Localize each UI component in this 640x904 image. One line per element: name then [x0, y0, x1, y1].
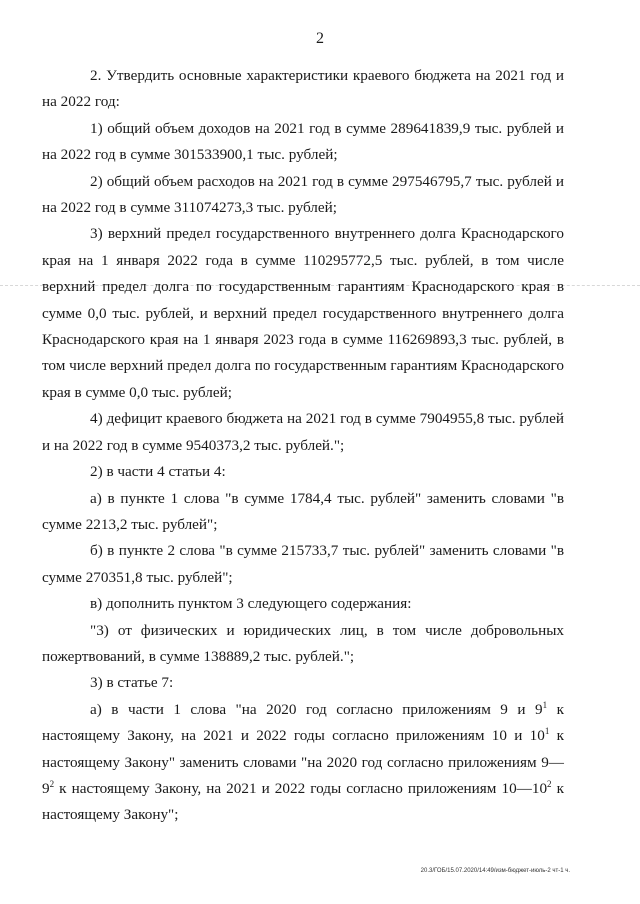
paragraph-new-point-3: "3) от физических и юридических лиц, в том числе добровольных пожертвований, в сумме 138889,2 тыс. рублей."; [42, 621, 564, 665]
paragraph-item-v: в) дополнить пунктом 3 следующего содержания: [90, 595, 412, 613]
superscript: 2 [49, 778, 55, 789]
paragraph-deficit: 4) дефицит краевого бюджета на 2021 год в сумме 7904955,8 тыс. рублей и на 2022 год в сумме 9540373,2 тыс. рублей."; [42, 410, 564, 454]
document-body [42, 63, 564, 829]
superscript: 1 [542, 699, 548, 710]
text-segment: к настоящему Закону" заменить словами "на 2020 год согласно приложениям 9—9 [42, 727, 564, 797]
text-segment: к настоящему Закону"; [42, 779, 564, 824]
text-segment: а) в части 1 слова "на 2020 год согласно приложениям 9 и 9 [90, 700, 543, 718]
paragraph-approve-characteristics: 2. Утвердить основные характеристики краевого бюджета на 2021 год и на 2022 год: [42, 67, 564, 111]
superscript: 2 [547, 778, 552, 789]
paragraph-item-a: а) в пункте 1 слова "в сумме 1784,4 тыс. рублей" заменить словами "в сумме 2213,2 тыс. рублей"; [42, 489, 564, 533]
page-number: 2 [316, 30, 324, 47]
paragraph-article-4: 2) в части 4 статьи 4: [90, 463, 226, 481]
paragraph-revenue: 1) общий объем доходов на 2021 год в сумме 289641839,9 тыс. рублей и на 2022 год в сумме 301533900,1 тыс. рублей; [42, 119, 564, 164]
superscript: 1 [544, 726, 550, 737]
paragraph-article-7-item-a [42, 697, 564, 829]
document-footer-id: 20.3/ГОБ/15.07.2020/14:49/изм-бюджет-июль-2 чт-1 ч. [420, 868, 570, 874]
paragraph-expenditure: 2) общий объем расходов на 2021 год в сумме 297546795,7 тыс. рублей и на 2022 год в сумме 311074273,3 тыс. рублей; [42, 172, 564, 217]
text-segment: к настоящему Закону, на 2021 и 2022 годы согласно приложениям 10—10 [54, 779, 548, 797]
text-segment: к настоящему Закону, на 2021 и 2022 годы согласно приложениям 10 и 10 [42, 700, 564, 745]
paragraph-item-b: б) в пункте 2 слова "в сумме 215733,7 тыс. рублей" заменить словами "в сумме 270351,8 тыс. рублей"; [42, 542, 564, 586]
paragraph-article-7: 3) в статье 7: [90, 674, 174, 692]
paragraph-debt-limit: 3) верхний предел государственного внутреннего долга Краснодарского края на 1 января 2022 года в сумме 110295772,5 тыс. рублей, в том числе верхний предел долга по государственным гарантиям Краснодарского края в сумме 0,0 тыс. рублей, и верхний предел государственного внутреннего долга Краснодарского края на 1 января 2023 года в сумме 116269893,3 тыс. рублей, в том числе верхний предел долга по государственным гарантиям Краснодарского края в сумме 0,0 тыс. рублей; [42, 225, 564, 401]
